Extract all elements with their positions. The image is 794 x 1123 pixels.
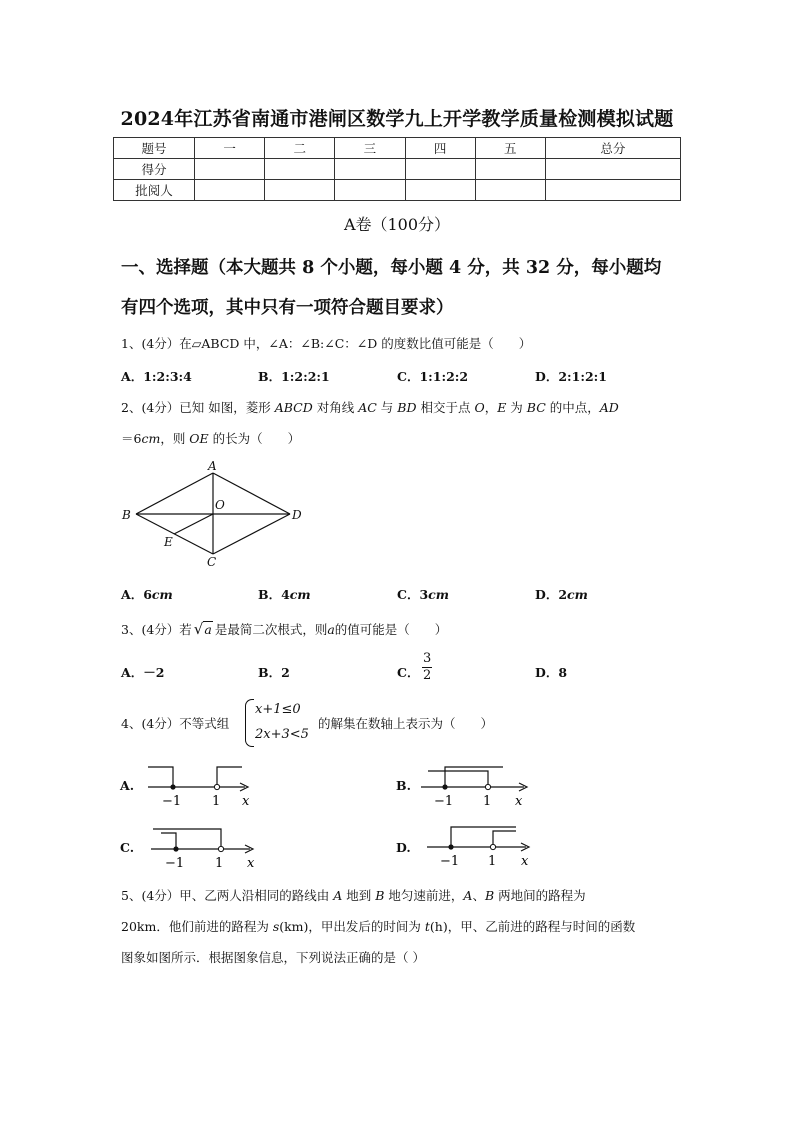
table-cell (335, 180, 405, 201)
text: 为 (506, 400, 527, 415)
closed-dot (173, 846, 178, 851)
text: 4 (281, 587, 290, 602)
math-var: t (424, 919, 430, 934)
math-var: cm (289, 587, 311, 602)
q4-option-c-numberline (148, 822, 273, 872)
table-cell (195, 180, 265, 201)
table-cell (265, 159, 335, 180)
table-cell (475, 159, 545, 180)
section-heading-line1: 一、选择题（本大题共 8 个小题，每小题 4 分，共 32 分，每小题均 (121, 258, 662, 278)
label-a: A (208, 459, 217, 473)
math-var: cm (567, 587, 588, 602)
table-cell (545, 180, 680, 201)
q4-option-b-numberline (418, 760, 543, 810)
open-dot (485, 784, 490, 789)
text: 地匀速前进， (384, 888, 464, 903)
tick-label-1: 1 (483, 794, 492, 809)
math-var: OE (189, 431, 209, 446)
math-var: A (333, 888, 343, 903)
table-cell: 一 (195, 138, 265, 159)
paper-label: A卷（100分） (343, 215, 451, 234)
side-cd (213, 514, 290, 554)
text: 与 (376, 400, 398, 415)
question-1-stem: 1、(4分）在▱ABCD 中，∠A：∠B:∠C：∠D 的度数比值可能是（ ） (121, 336, 532, 351)
tick-label-neg1: −1 (165, 856, 185, 871)
table-cell: 批阅人 (114, 180, 195, 201)
table-cell (195, 159, 265, 180)
math-var: ABCD (274, 400, 313, 415)
text: 两地间的路程为 (494, 888, 586, 903)
table-cell (405, 159, 475, 180)
text: ，则 (160, 431, 190, 446)
q1-option-b: B．1:2:2:1 (258, 369, 330, 384)
closed-dot (442, 784, 447, 789)
math-var: AC (358, 400, 377, 415)
section-heading-line2: 有四个选项，其中只有一项符合题目要求） (121, 298, 454, 318)
math-var: O (474, 400, 485, 415)
table-row (114, 138, 681, 159)
question-2-line1 (121, 398, 677, 416)
label-e: E (164, 535, 173, 549)
q3-option-b: B．2 (258, 665, 290, 680)
text: 3、(4分）若 (121, 622, 192, 637)
open-dot (214, 784, 219, 789)
fraction-numerator: 3 (423, 651, 432, 666)
table-cell: 三 (335, 138, 405, 159)
q3-option-d: D．8 (535, 665, 568, 680)
q2-option-d (535, 585, 588, 603)
text: 的长为（ ） (208, 431, 301, 446)
question-5-line3: 图象如图所示．根据图象信息，下列说法正确的是（ ） (121, 950, 425, 965)
question-3-stem (121, 620, 447, 638)
table-cell (265, 180, 335, 201)
text: C． (397, 587, 420, 602)
score-table (113, 137, 681, 201)
segment-oe (174, 514, 213, 534)
text: 的中点， (545, 400, 600, 415)
ray-left (148, 767, 173, 787)
fraction-denominator: 2 (423, 668, 432, 683)
q1-option-c: C．1:1:2:2 (397, 369, 469, 384)
tick-label-1: 1 (212, 794, 221, 809)
inequality-2: 2x+3<5 (255, 727, 309, 742)
label-o: O (215, 498, 225, 512)
text: ， (484, 400, 498, 415)
q1-option-a: A．1:2:3:4 (121, 369, 192, 384)
tick-label-neg1: −1 (162, 794, 182, 809)
tick-label-neg1: −1 (440, 854, 460, 869)
tick-label-neg1: −1 (434, 794, 454, 809)
table-cell (545, 159, 680, 180)
closed-dot (448, 844, 453, 849)
text: 相交于点 (416, 400, 475, 415)
text: 2 (558, 587, 568, 602)
ray-right (217, 767, 242, 787)
page-title: 2024年江苏省南通市港闸区数学九上开学教学质量检测模拟试题 (120, 108, 674, 130)
question-4-stem-prefix: 4、(4分）不等式组 (121, 716, 230, 731)
q4-option-a-numberline (145, 760, 265, 810)
math-var: A (463, 888, 473, 903)
text: 2、(4分）已知 如图，菱形 (121, 400, 275, 415)
math-var: a (204, 622, 212, 637)
tick-label-1: 1 (215, 856, 224, 871)
math-var: cm (151, 587, 173, 602)
text: 、 (472, 888, 485, 903)
text: 的值可能是（ ） (334, 622, 448, 637)
rhombus-figure (118, 458, 308, 570)
ray-right-inner (493, 831, 516, 847)
text: B． (258, 587, 282, 602)
text: ＝6 (121, 431, 142, 446)
table-cell: 四 (405, 138, 475, 159)
ray-right (451, 827, 516, 847)
math-var: BD (397, 400, 417, 415)
q4-option-a-label: A. (120, 778, 135, 793)
math-var: cm (141, 431, 161, 446)
q1-option-d: D．2:1:2:1 (535, 369, 607, 384)
axis-label-x: x (521, 854, 529, 869)
table-row (114, 180, 681, 201)
open-dot (490, 844, 495, 849)
question-2-line2 (121, 429, 300, 447)
math-var: BC (526, 400, 546, 415)
system-brace (245, 699, 254, 747)
math-var: a (327, 622, 335, 637)
q4-option-b-label: B. (396, 778, 411, 793)
math-var: B (484, 888, 495, 903)
text: 3 (419, 587, 429, 602)
text: A． (121, 587, 144, 602)
question-5-line1 (121, 886, 586, 904)
tick-label-1: 1 (488, 854, 497, 869)
q3-option-c: C． (397, 665, 420, 680)
axis-label-x: x (242, 794, 250, 809)
table-row (114, 159, 681, 180)
q4-option-c-label: C. (120, 840, 135, 855)
table-cell: 五 (475, 138, 545, 159)
label-c: C (207, 555, 217, 569)
label-d: D (292, 508, 302, 522)
question-5-line2 (121, 917, 635, 935)
closed-dot (170, 784, 175, 789)
text: D． (535, 587, 559, 602)
q4-option-d-numberline (424, 820, 549, 870)
table-cell (335, 159, 405, 180)
table-cell (405, 180, 475, 201)
q3-option-a: A．－2 (121, 665, 165, 680)
q2-option-b (258, 585, 311, 603)
sqrt-a: √a (193, 620, 212, 638)
math-var: E (497, 400, 507, 415)
question-4-stem-suffix: 的解集在数轴上表示为（ ） (318, 716, 494, 731)
q2-option-a (121, 585, 173, 603)
text: (km)，甲出发后的时间为 (279, 919, 425, 934)
table-cell (475, 180, 545, 201)
math-var: AD (599, 400, 619, 415)
text: 20km．他们前进的路程为 (121, 919, 273, 934)
text: 是最简二次根式，则 (214, 622, 328, 637)
q3-fraction (422, 651, 432, 684)
ray-left (428, 771, 488, 787)
text: 5、(4分）甲、乙两人沿相同的路线由 (121, 888, 334, 903)
inequality-1: x+1≤0 (255, 702, 301, 717)
text: (h)，甲、乙前进的路程与时间的函数 (429, 919, 636, 934)
text: 对角线 (312, 400, 359, 415)
axis-label-x: x (515, 794, 523, 809)
text: 6 (143, 587, 152, 602)
ray-left (153, 829, 221, 849)
ray-left-inner (161, 833, 176, 849)
table-cell: 总分 (545, 138, 680, 159)
axis-label-x: x (247, 856, 255, 871)
math-var: s (272, 919, 280, 934)
table-cell: 二 (265, 138, 335, 159)
math-var: B (375, 888, 385, 903)
math-var: cm (428, 587, 449, 602)
side-ab (136, 473, 213, 514)
q2-option-c (397, 585, 449, 603)
text: 地到 (342, 888, 376, 903)
label-b: B (122, 508, 131, 522)
open-dot (218, 846, 223, 851)
ray-right (445, 767, 503, 787)
table-cell: 题号 (114, 138, 195, 159)
q4-option-d-label: D. (396, 840, 411, 855)
table-cell: 得分 (114, 159, 195, 180)
